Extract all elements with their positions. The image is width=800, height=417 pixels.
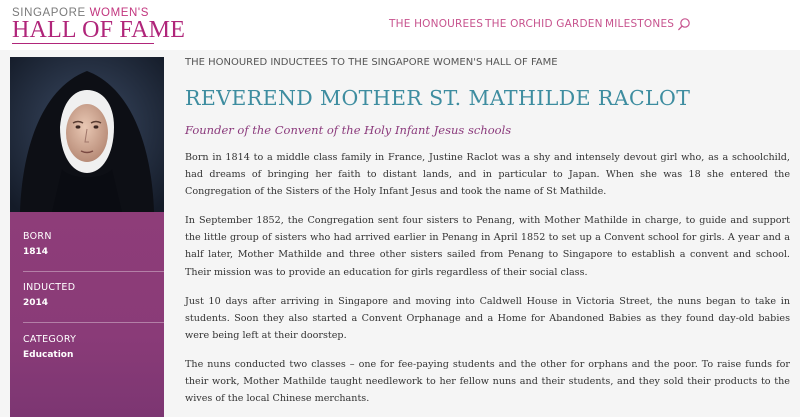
site-logo[interactable]	[12, 7, 186, 45]
logo-womens: WOMEN'S	[89, 7, 149, 19]
paragraph-4: The nuns conducted two classes – one for fee-paying students and the other for orphans and the poor. To raise funds for their work, Mother Mathilde taught needlework to her fellow nuns and their students, and they sold their products to the wives of the local Chinese merchants.	[185, 359, 790, 405]
page-subtitle: Founder of the Convent of the Holy Infant Jesus schools	[185, 123, 512, 137]
portrait-image	[10, 57, 164, 212]
divider	[23, 322, 164, 323]
site-header	[0, 0, 800, 50]
divider	[23, 271, 164, 272]
search-icon[interactable]	[677, 17, 691, 31]
nav-the-orchid-garden[interactable]: THE ORCHID GARDEN	[485, 18, 603, 30]
logo-singapore: SINGAPORE	[12, 7, 90, 19]
paragraph-2: In September 1852, the Congregation sent four sisters to Penang, with Mother Mathilde in charge, to guide and support the little group of sisters who had arrived earlier in Penang in April 1852 to set up a Convent school for girls. A year and a half later, Mother Mathilde and three other sisters sailed from Penang to Singapore to establish a convent and school. Their mission was to provide an education for girls regardless of their social class.	[185, 215, 790, 278]
born-value: 1814	[23, 247, 49, 257]
page-eyebrow: THE HONOURED INDUCTEES TO THE SINGAPORE WOMEN'S HALL OF FAME	[185, 57, 558, 68]
inducted-label: INDUCTED	[23, 282, 76, 293]
page-title: REVEREND MOTHER ST. MATHILDE RACLOT	[185, 86, 691, 110]
category-label: CATEGORY	[23, 334, 77, 345]
honouree-info-panel	[10, 212, 164, 417]
honouree-sidebar	[10, 57, 164, 417]
category-value: Education	[23, 350, 74, 360]
paragraph-1: Born in 1814 to a middle class family in France, Justine Raclot was a shy and intensely devout girl who, as a schoolchild, had dreams of bringing her faith to distant lands, and in particular to Japan. When she was 18 she entered the Congregation of the Sisters of the Holy Infant Jesus and took the name of St Mathilde.	[185, 152, 790, 198]
logo-line-2: HALL OF FAME	[12, 17, 186, 43]
nav-the-honourees[interactable]: THE HONOUREES	[389, 18, 484, 30]
born-label: BORN	[23, 231, 52, 242]
paragraph-3: Just 10 days after arriving in Singapore and moving into Caldwell House in Victoria Street, the nuns began to take in students. Soon they also started a Convent Orphanage and a Home for Abandoned Babies as they found day-old babies were being left at their doorstep.	[185, 296, 790, 342]
nav-milestones[interactable]: MILESTONES	[605, 18, 675, 30]
inducted-value: 2014	[23, 298, 49, 308]
logo-underline	[12, 43, 154, 44]
